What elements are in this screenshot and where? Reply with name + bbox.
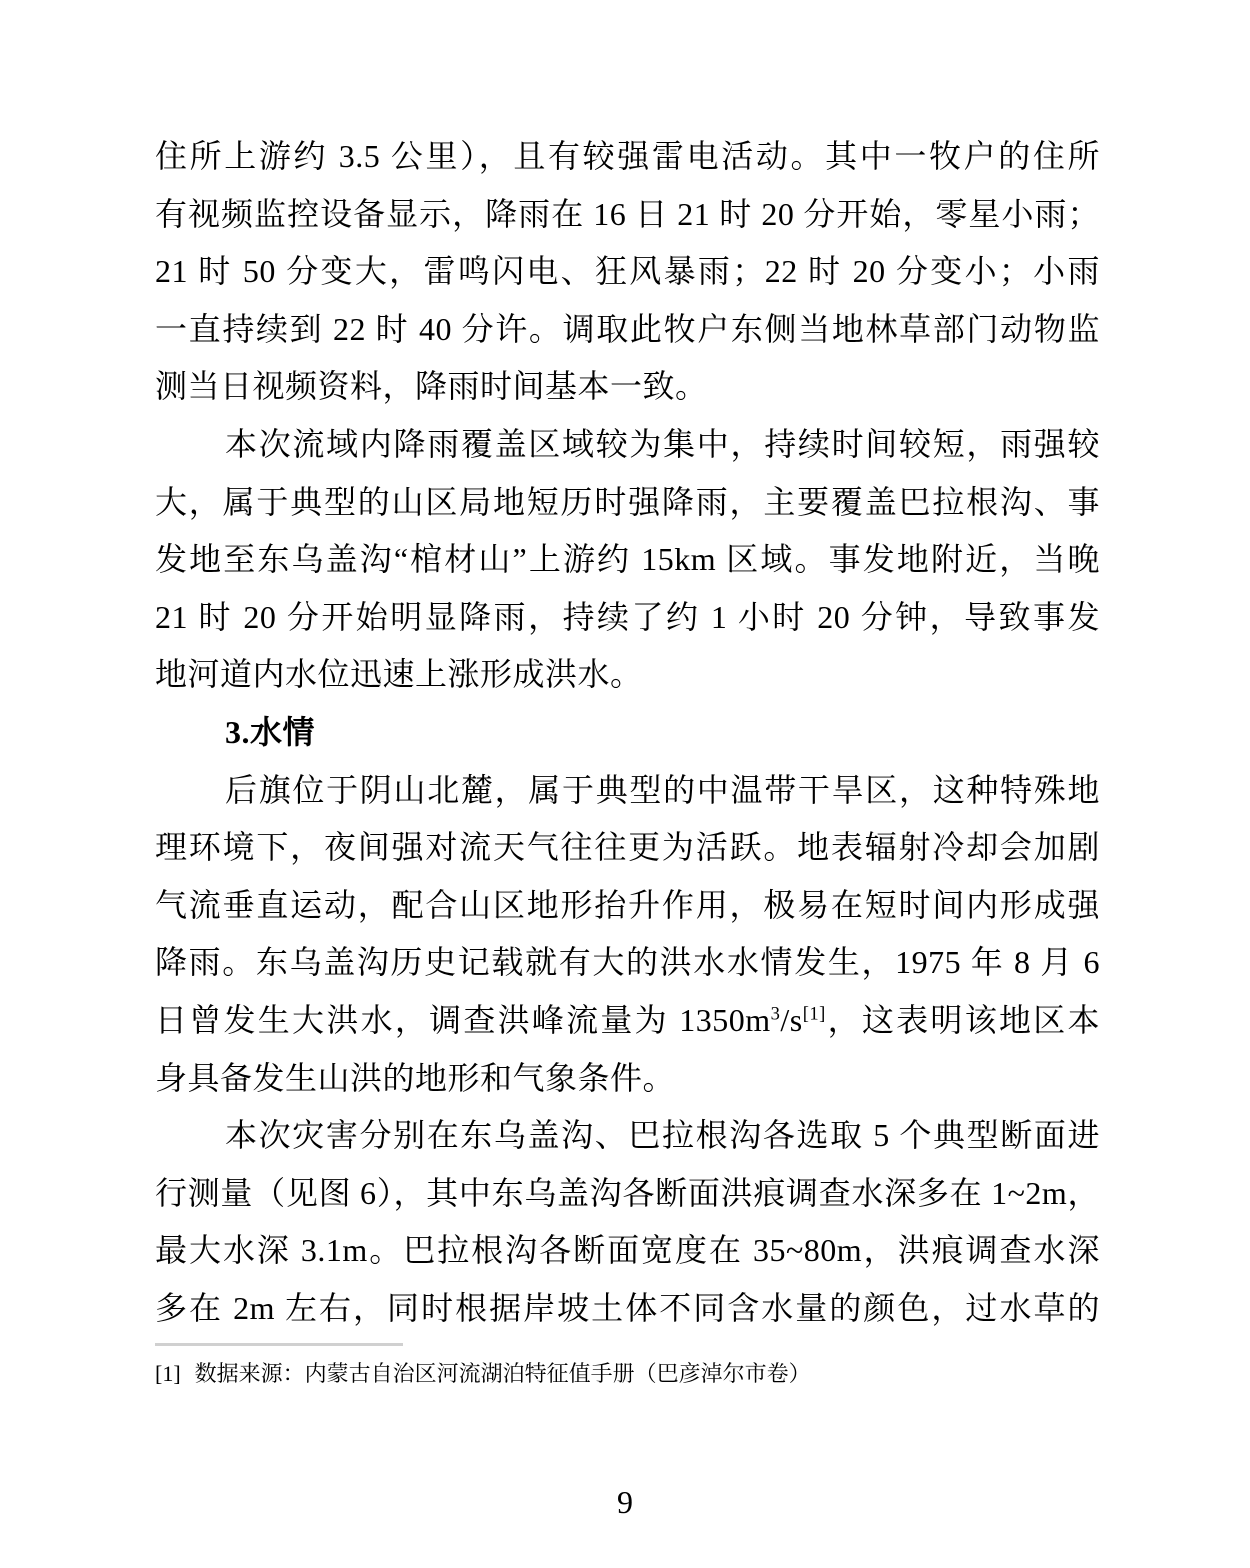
body-line: 住所上游约 3.5 公里），且有较强雷电活动。其中一牧户的住所 bbox=[155, 138, 1100, 174]
body-line: 气流垂直运动，配合山区地形抬升作用，极易在短时间内形成强 bbox=[155, 886, 1100, 923]
page-number: 9 bbox=[617, 1484, 633, 1520]
text-segment: /s bbox=[780, 1001, 803, 1038]
text-segment: ，这表明该地区本 bbox=[825, 1001, 1100, 1038]
superscript-cubed: 3 bbox=[770, 1003, 781, 1025]
footnote-reference-icon: [1] bbox=[802, 1003, 826, 1025]
body-line: 降雨。东乌盖沟历史记载就有大的洪水水情发生，1975 年 8 月 6 bbox=[155, 944, 1100, 981]
body-line: 大，属于典型的山区局地短历时强降雨，主要覆盖巴拉根沟、事 bbox=[155, 483, 1100, 520]
paragraph-hydrology bbox=[155, 762, 1100, 1108]
footnote bbox=[155, 1356, 1100, 1392]
body-line: 本次流域内降雨覆盖区域较为集中，持续时间较短，雨强较 bbox=[225, 425, 1100, 462]
body-line: 多在 2m 左右，同时根据岸坡土体不同含水量的颜色，过水草的 bbox=[155, 1289, 1100, 1326]
body-line: 有视频监控设备显示，降雨在 16 日 21 时 20 分开始，零星小雨； bbox=[155, 195, 1100, 232]
body-line: 最大水深 3.1m。巴拉根沟各断面宽度在 35~80m，洪痕调查水深 bbox=[155, 1232, 1100, 1269]
paragraph-continuation bbox=[155, 128, 1100, 416]
body-line: 地河道内水位迅速上涨形成洪水。 bbox=[155, 656, 643, 693]
paragraph-rainfall-summary bbox=[155, 416, 1100, 704]
footnote-separator bbox=[155, 1343, 403, 1346]
paragraph-survey bbox=[155, 1107, 1100, 1337]
body-line: 后旗位于阴山北麓，属于典型的中温带干旱区，这种特殊地 bbox=[225, 771, 1100, 808]
footnote-text: 数据来源：内蒙古自治区河流湖泊特征值手册（巴彦淖尔市卷） bbox=[194, 1361, 811, 1387]
text-segment: 日曾发生大洪水，调查洪峰流量为 1350m bbox=[155, 1001, 771, 1038]
body-text-block bbox=[155, 128, 1100, 1392]
section-heading-water-situation: 3.水情 bbox=[225, 713, 316, 750]
body-line: 21 时 20 分开始明显降雨，持续了约 1 小时 20 分钟，导致事发 bbox=[155, 598, 1100, 635]
body-line-with-footnote-ref bbox=[155, 992, 1100, 1050]
body-line: 一直持续到 22 时 40 分许。调取此牧户东侧当地林草部门动物监 bbox=[155, 310, 1100, 347]
body-line: 理环境下，夜间强对流天气往往更为活跃。地表辐射冷却会加剧 bbox=[155, 829, 1100, 866]
body-line: 行测量（见图 6），其中东乌盖沟各断面洪痕调查水深多在 1~2m， bbox=[155, 1174, 1100, 1211]
body-line: 发地至东乌盖沟“棺材山”上游约 15km 区域。事发地附近，当晚 bbox=[155, 541, 1100, 578]
body-line: 测当日视频资料，降雨时间基本一致。 bbox=[155, 368, 708, 405]
footnote-marker: [1] bbox=[155, 1361, 181, 1387]
body-line: 身具备发生山洪的地形和气象条件。 bbox=[155, 1059, 676, 1096]
body-line: 21 时 50 分变大，雷鸣闪电、狂风暴雨；22 时 20 分变小；小雨 bbox=[155, 253, 1100, 290]
body-line: 本次灾害分别在东乌盖沟、巴拉根沟各选取 5 个典型断面进 bbox=[225, 1117, 1100, 1154]
